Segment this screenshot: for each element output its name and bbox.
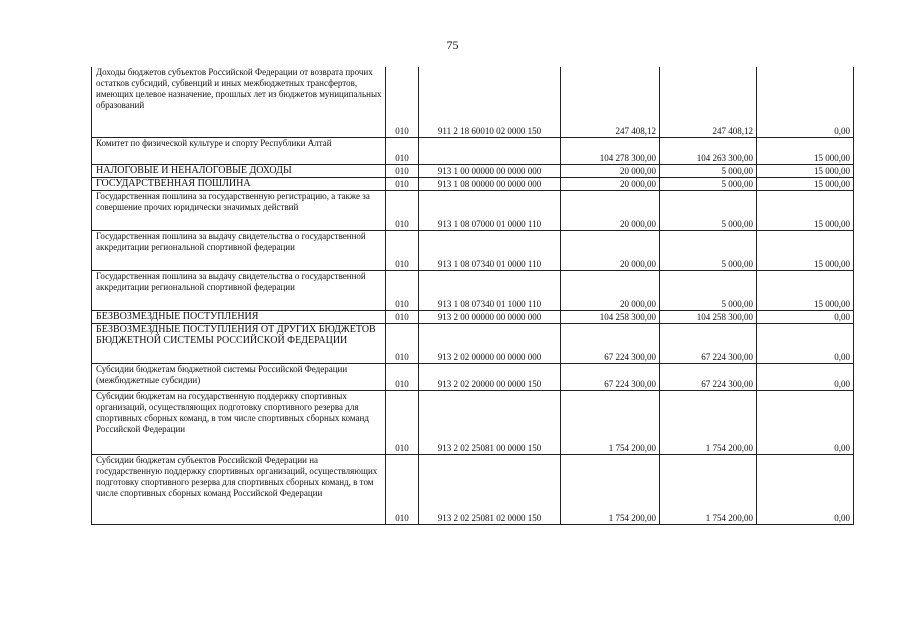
table-row	[92, 230, 854, 270]
row-value1-cell: 1 754 200,00	[561, 390, 660, 454]
row-value3-cell: 15 000,00	[757, 230, 854, 270]
row-value2-cell: 67 224 300,00	[660, 323, 757, 363]
table-row	[92, 137, 854, 164]
row-value3-cell: 15 000,00	[757, 137, 854, 164]
row-kbk-cell: 913 2 00 00000 00 0000 000	[419, 310, 561, 323]
row-name-cell: Субсидии бюджетам субъектов Российской Федерации на государственную поддержку спортивных организаций, осуществляющих подготовку спортивного резерва для спортивных сборных команд, в том числе спортивных сборных команд Российской Федерации	[92, 454, 386, 524]
table-row	[92, 190, 854, 230]
row-name-cell: НАЛОГОВЫЕ И НЕНАЛОГОВЫЕ ДОХОДЫ	[92, 164, 386, 177]
row-value2-cell: 5 000,00	[660, 177, 757, 190]
row-value2-cell: 247 408,12	[660, 67, 757, 137]
table-row	[92, 310, 854, 323]
row-value3-cell: 0,00	[757, 390, 854, 454]
row-kbk-cell: 913 2 02 00000 00 0000 000	[419, 323, 561, 363]
row-kbk-cell: 913 2 02 25081 02 0000 150	[419, 454, 561, 524]
row-kbk-cell: 913 1 00 00000 00 0000 000	[419, 164, 561, 177]
row-code-cell: 010	[386, 177, 419, 190]
row-name-cell: БЕЗВОЗМЕЗДНЫЕ ПОСТУПЛЕНИЯ	[92, 310, 386, 323]
row-code-cell: 010	[386, 454, 419, 524]
row-value2-cell: 1 754 200,00	[660, 390, 757, 454]
row-value3-cell: 0,00	[757, 454, 854, 524]
row-value1-cell: 1 754 200,00	[561, 454, 660, 524]
row-value2-cell: 104 258 300,00	[660, 310, 757, 323]
row-value2-cell: 1 754 200,00	[660, 454, 757, 524]
row-kbk-cell: 911 2 18 60010 02 0000 150	[419, 67, 561, 137]
row-kbk-cell: 913 1 08 07340 01 1000 110	[419, 270, 561, 310]
row-name-cell: ГОСУДАРСТВЕННАЯ ПОШЛИНА	[92, 177, 386, 190]
row-value2-cell: 5 000,00	[660, 230, 757, 270]
table-row	[92, 454, 854, 524]
table-row	[92, 363, 854, 390]
table-row	[92, 270, 854, 310]
row-value1-cell: 20 000,00	[561, 190, 660, 230]
row-value1-cell: 67 224 300,00	[561, 323, 660, 363]
row-kbk-cell: 913 1 08 07000 01 0000 110	[419, 190, 561, 230]
row-kbk-cell: 913 2 02 20000 00 0000 150	[419, 363, 561, 390]
row-name-cell: Государственная пошлина за выдачу свидетельства о государственной аккредитации региональной спортивной федерации	[92, 230, 386, 270]
row-value3-cell: 0,00	[757, 67, 854, 137]
row-value1-cell: 247 408,12	[561, 67, 660, 137]
row-value1-cell: 67 224 300,00	[561, 363, 660, 390]
row-name-cell: Доходы бюджетов субъектов Российской Федерации от возврата прочих остатков субсидий, субвенций и иных межбюджетных трансфертов, имеющих целевое назначение, прошлых лет из бюджетов муниципальных образований	[92, 67, 386, 137]
row-kbk-cell: 913 1 08 00000 00 0000 000	[419, 177, 561, 190]
row-value3-cell: 15 000,00	[757, 177, 854, 190]
row-value2-cell: 5 000,00	[660, 190, 757, 230]
row-code-cell: 010	[386, 230, 419, 270]
row-value1-cell: 104 258 300,00	[561, 310, 660, 323]
row-value3-cell: 15 000,00	[757, 270, 854, 310]
row-value2-cell: 67 224 300,00	[660, 363, 757, 390]
row-name-cell: Комитет по физической культуре и спорту Республики Алтай	[92, 137, 386, 164]
row-kbk-cell: 913 1 08 07340 01 0000 110	[419, 230, 561, 270]
row-value1-cell: 20 000,00	[561, 270, 660, 310]
row-value3-cell: 15 000,00	[757, 190, 854, 230]
page-number: 75	[446, 38, 459, 52]
row-code-cell: 010	[386, 190, 419, 230]
row-value3-cell: 0,00	[757, 310, 854, 323]
budget-table	[91, 67, 854, 525]
row-value2-cell: 5 000,00	[660, 270, 757, 310]
row-value1-cell: 20 000,00	[561, 177, 660, 190]
row-value2-cell: 104 263 300,00	[660, 137, 757, 164]
row-value3-cell: 15 000,00	[757, 164, 854, 177]
row-code-cell: 010	[386, 67, 419, 137]
row-name-cell: Субсидии бюджетам бюджетной системы Российской Федерации (межбюджетные субсидии)	[92, 363, 386, 390]
row-code-cell: 010	[386, 363, 419, 390]
row-name-cell: Государственная пошлина за государственную регистрацию, а также за совершение прочих юридически значимых действий	[92, 190, 386, 230]
table-row	[92, 390, 854, 454]
row-code-cell: 010	[386, 323, 419, 363]
row-code-cell: 010	[386, 137, 419, 164]
row-code-cell: 010	[386, 390, 419, 454]
row-value2-cell: 5 000,00	[660, 164, 757, 177]
table-row	[92, 67, 854, 137]
row-kbk-cell	[419, 137, 561, 164]
table-row	[92, 323, 854, 363]
row-value3-cell: 0,00	[757, 323, 854, 363]
row-kbk-cell: 913 2 02 25081 00 0000 150	[419, 390, 561, 454]
table-row	[92, 164, 854, 177]
row-value1-cell: 20 000,00	[561, 164, 660, 177]
row-code-cell: 010	[386, 164, 419, 177]
row-name-cell: БЕЗВОЗМЕЗДНЫЕ ПОСТУПЛЕНИЯ ОТ ДРУГИХ БЮДЖЕТОВ БЮДЖЕТНОЙ СИСТЕМЫ РОССИЙСКОЙ ФЕДЕРАЦИИ	[92, 323, 386, 363]
row-code-cell: 010	[386, 310, 419, 323]
row-value1-cell: 20 000,00	[561, 230, 660, 270]
row-value1-cell: 104 278 300,00	[561, 137, 660, 164]
table-row	[92, 177, 854, 190]
row-value3-cell: 0,00	[757, 363, 854, 390]
row-code-cell: 010	[386, 270, 419, 310]
row-name-cell: Субсидии бюджетам на государственную поддержку спортивных организаций, осуществляющих подготовку спортивного резерва для спортивных сборных команд, в том числе спортивных сборных команд Российской Федерации	[92, 390, 386, 454]
row-name-cell: Государственная пошлина за выдачу свидетельства о государственной аккредитации региональной спортивной федерации	[92, 270, 386, 310]
